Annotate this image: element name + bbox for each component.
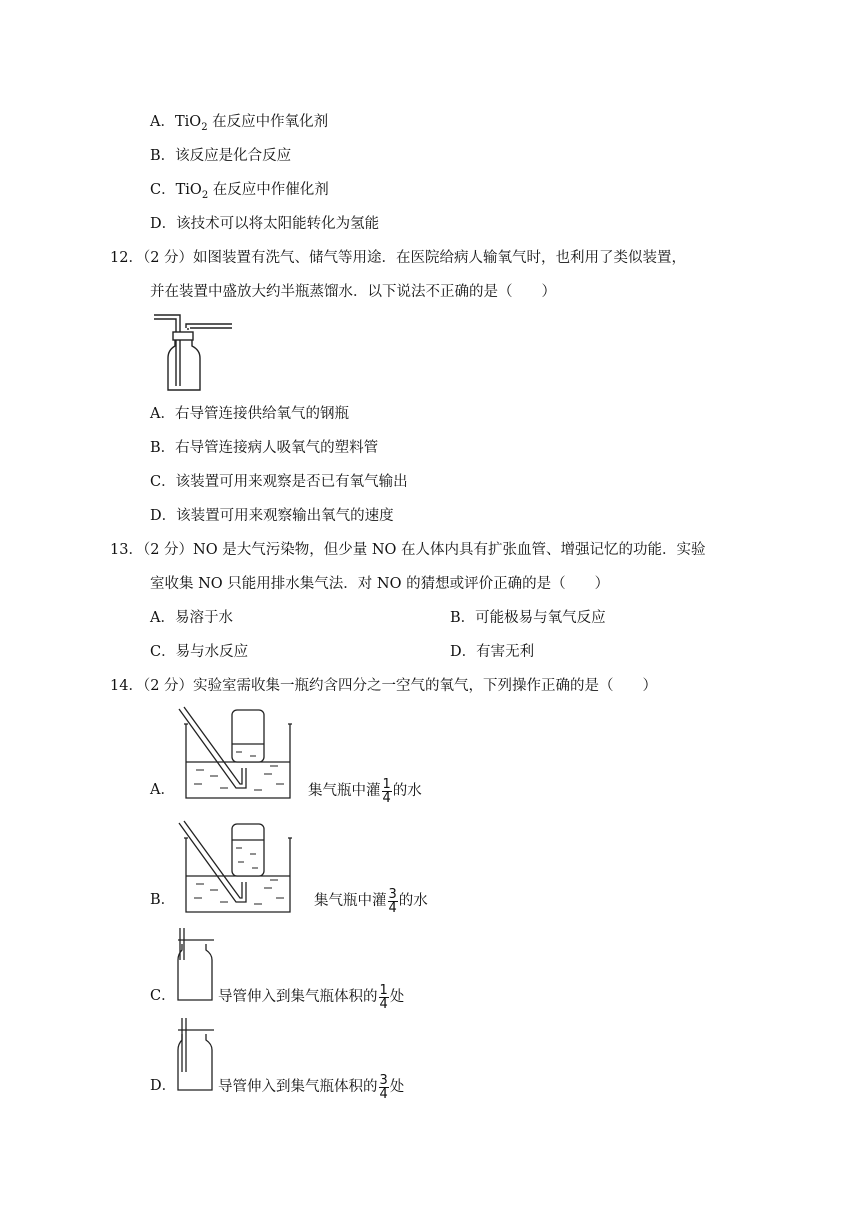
q14-option-b[interactable]: B． xyxy=(150,892,176,908)
q14-stem-line1: 14．（2 分）实验室需收集一瓶约含四分之一空气的氧气，下列操作正确的是（ ） xyxy=(110,678,658,694)
q14-option-d-figure xyxy=(174,1016,218,1092)
q13-option-b[interactable]: B．可能极易与氧气反应 xyxy=(450,610,606,626)
q14-option-b-text: 集气瓶中灌 $\frac{3}{4}$ 的水 xyxy=(314,886,428,916)
q11-option-a[interactable]: A．TiO$_2$ 在反应中作氧化剂 xyxy=(150,114,329,133)
fraction-three-quarters: $\frac{3}{4}$ xyxy=(379,1072,388,1102)
q14-option-a-figure xyxy=(176,704,296,800)
q12-option-b[interactable]: B．右导管连接病人吸氧气的塑料管 xyxy=(150,440,379,456)
q12-gas-washing-bottle-figure xyxy=(150,310,240,394)
q14-option-a[interactable]: A． xyxy=(150,782,175,798)
q14-option-d-text: 导管伸入到集气瓶体积的 $\frac{3}{4}$ 处 xyxy=(218,1072,405,1102)
q14-option-c-figure xyxy=(174,926,218,1002)
q11-option-d[interactable]: D．该技术可以将太阳能转化为氢能 xyxy=(150,216,380,232)
fraction-three-quarters: $\frac{3}{4}$ xyxy=(388,886,397,916)
q12-option-d[interactable]: D．该装置可用来观察输出氧气的速度 xyxy=(150,508,394,524)
q14-option-d[interactable]: D． xyxy=(150,1078,177,1094)
q12-option-c[interactable]: C．该装置可用来观察是否已有氧气输出 xyxy=(150,474,408,490)
q11-option-b[interactable]: B．该反应是化合反应 xyxy=(150,148,292,164)
q12-stem-line1: 12．（2 分）如图装置有洗气、储气等用途．在医院给病人输氧气时，也利用了类似装置， xyxy=(110,250,687,266)
q12-option-a[interactable]: A．右导管连接供给氧气的钢瓶 xyxy=(150,406,349,422)
q13-option-d[interactable]: D．有害无利 xyxy=(450,644,535,660)
fraction-one-quarter: $\frac{1}{4}$ xyxy=(379,982,388,1012)
q14-option-c-text: 导管伸入到集气瓶体积的 $\frac{1}{4}$ 处 xyxy=(218,982,405,1012)
q13-option-a[interactable]: A．易溶于水 xyxy=(150,610,233,626)
q12-stem-line2: 并在装置中盛放大约半瓶蒸馏水．以下说法不正确的是（ ） xyxy=(150,284,556,300)
q11-option-c[interactable]: C．TiO$_2$ 在反应中作催化剂 xyxy=(150,182,329,201)
q14-option-b-figure xyxy=(176,818,296,914)
q13-stem-line2: 室收集 NO 只能用排水集气法．对 NO 的猜想或评价正确的是（ ） xyxy=(150,576,610,592)
q13-stem-line1: 13．（2 分）NO 是大气污染物，但少量 NO 在人体内具有扩张血管、增强记忆的功能．实验 xyxy=(110,542,706,558)
fraction-one-quarter: $\frac{1}{4}$ xyxy=(382,776,391,806)
q14-option-c[interactable]: C． xyxy=(150,988,176,1004)
q14-option-a-text: 集气瓶中灌 $\frac{1}{4}$ 的水 xyxy=(308,776,422,806)
q13-option-c[interactable]: C．易与水反应 xyxy=(150,644,249,660)
